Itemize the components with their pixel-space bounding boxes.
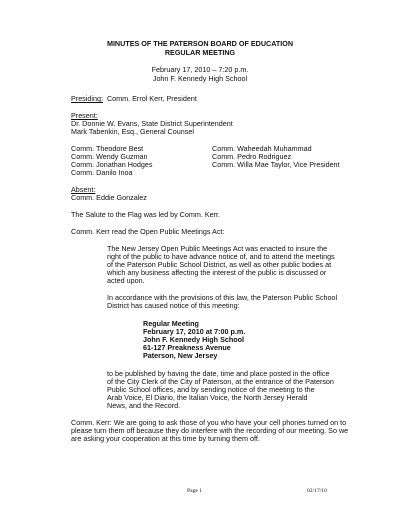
presiding-line	[71, 95, 197, 103]
closing-line: please turn them off because they do interfere with the recording of our meeting. So we	[71, 426, 349, 435]
commissioner-right-1: Comm. Waheedah Muhammad	[212, 144, 312, 153]
present-staff-2: Mark Tabenkin, Esq., General Counsel	[71, 127, 194, 136]
opma-para1-line: right of the public to have advance notice of, and to attend the meetings	[107, 252, 335, 261]
presiding-label: Presiding:	[71, 94, 103, 103]
opma-para3-line: to be published by having the date, time and place posted in the office	[107, 369, 330, 378]
meeting-location: John F. Kennedy High School	[152, 74, 248, 83]
commissioner-left-3: Comm. Jonathan Hodges	[71, 160, 153, 169]
present-label: Present:	[71, 111, 98, 120]
document-subtitle: REGULAR MEETING	[164, 48, 236, 57]
opma-para1-line: acted upon.	[107, 276, 145, 285]
commissioner-left-4: Comm. Danilo Inoa	[71, 168, 133, 177]
notice-line: 61-127 Preakness Avenue	[143, 343, 231, 352]
absent-label: Absent:	[71, 185, 96, 194]
notice-line: John F. Kennedy High School	[143, 335, 245, 344]
opma-para3-line: News, and the Record.	[107, 401, 181, 410]
opma-intro: Comm. Kerr read the Open Public Meetings Act:	[71, 227, 225, 236]
commissioner-right-2: Comm. Pedro Rodriguez	[212, 152, 292, 161]
opma-para3-line: Arab Voice, El Diario, the Italian Voice, the North Jersey Herald	[107, 393, 308, 402]
opma-para1-line: The New Jersey Open Public Meetings Act was enacted to insure the	[107, 244, 328, 253]
closing-line: Comm. Kerr: We are going to ask those of you who have your cell phones turned on to	[71, 418, 347, 427]
present-staff-1: Dr. Donnie W. Evans, State District Superintendent	[71, 119, 233, 128]
commissioner-left-1: Comm. Theodore Best	[71, 144, 144, 153]
presiding-name: Comm. Errol Kerr, President	[106, 94, 197, 103]
absent-name: Comm. Eddie Gonzalez	[71, 193, 147, 202]
notice-line: Paterson, New Jersey	[143, 351, 218, 360]
document-title: MINUTES OF THE PATERSON BOARD OF EDUCATION	[106, 39, 294, 48]
opma-para3-line: Public School offices, and by sending notice of the meeting to the	[107, 385, 315, 394]
notice-line: Regular Meeting	[143, 319, 199, 328]
footer-date: 02/17/10	[307, 488, 327, 494]
meeting-date: February 17, 2010 – 7:20 p.m.	[151, 65, 249, 74]
salute-text: The Salute to the Flag was led by Comm. Kerr.	[71, 210, 221, 219]
opma-para1-line: of the Paterson Public School District, as well as other public bodies at	[107, 260, 332, 269]
commissioner-right-3: Comm. Willa Mae Taylor, Vice President	[212, 160, 340, 169]
opma-para1-line: which any business affecting the interest of the public is discussed or	[107, 268, 327, 277]
notice-line: February 17, 2010 at 7:00 p.m.	[143, 327, 246, 336]
opma-para2-line: In accordance with the provisions of this law, the Paterson Public School	[107, 293, 338, 302]
commissioner-left-2: Comm. Wendy Guzman	[71, 152, 148, 161]
page-number: Page 1	[187, 488, 203, 494]
opma-para2-line: District has caused notice of this meeting:	[107, 301, 240, 310]
closing-line: are asking your cooperation at this time by turning them off.	[71, 434, 260, 443]
opma-para3-line: of the City Clerk of the City of Paterson, at the entrance of the Paterson	[107, 377, 334, 386]
